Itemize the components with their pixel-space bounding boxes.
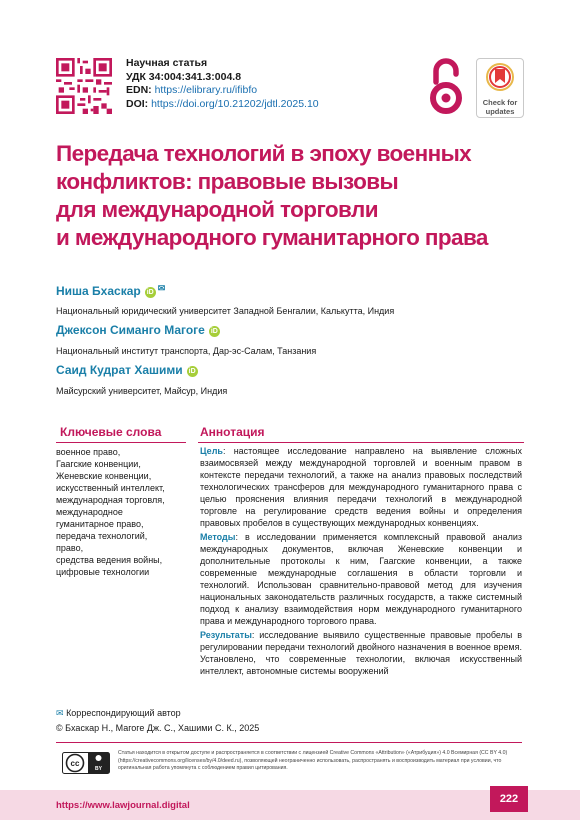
author-1 [56,283,165,298]
abstract-section [200,531,522,627]
section-text: : настоящее исследование направлено на выявление сложных взаимосвязей между международной торговлей и военным правом в контексте передачи технологий, а также на анализ правовых последствий технологических трансферов для международного гуманитарного права с целью прояснения влияния передачи технологий в международной торговле на регулирование средств ведения войны и определения правовых пробелов в существующих международных конвенциях. [200,446,522,528]
author-affiliation: Национальный юридический университет Западной Бенгалии, Калькутта, Индия [56,306,395,316]
envelope-icon: ✉ [56,708,64,718]
orcid-icon[interactable]: iD [188,368,196,375]
title-line: конфликтов: правовые вызовы [56,169,399,194]
keyword: Гаагские конвенции, [56,459,141,469]
abstract-heading: Аннотация [200,425,265,439]
author-name[interactable]: Саид Кудрат Хашими [56,363,183,377]
keyword: международная торговля, [56,495,165,505]
journal-url-link[interactable]: https://www.lawjournal.digital [56,800,190,811]
by-label: BY [95,766,102,772]
keyword: международное [56,507,123,517]
corresponding-author-text: Корреспондирующий автор [66,708,181,718]
bookmark-icon [485,63,515,91]
author-name[interactable]: Ниша Бхаскар [56,284,141,298]
license-text: Статья находится в открытом доступе и распространяется в соответствии с лицензией Creative Commons «Attribution» («Атрибуция») 4.0 Всемирная (CC BY 4.0) (https://creativecommons.org/licenses/by/4.0/deed.ru), позволяющей неограниченно использовать, распространять и воспроизводить материал при условии, что оригинальная работа упомянута с соблюдением правил цитирования. [118,750,508,771]
keywords-divider [56,442,186,443]
open-access-icon [424,58,468,116]
keywords-list [56,446,186,578]
check-badge-label: Check for updates [482,98,518,116]
keyword: гуманитарное право, [56,519,144,529]
title-line: Передача технологий в эпоху военных [56,141,472,166]
section-text: : исследование выявило существенные правовые пробелы в регулировании передачи технологий двойного назначения в военное время. Установлено, что современные технологии, включая искусственный интеллект, автономные системы вооружений [200,630,522,676]
section-text: : в исследовании применяется комплексный правовой анализ международных документов, включая Женевские конвенции и дополнительные протоколы к ним, Гаагские конвенции, а также современные международные соглашения в области торговли и технологий. Использован сравнительно-правовой метод для изучения национальных законодательств различных государств, а также системный подход к анализу взаимодействия норм международного гуманитарного права и международного торгового права. [200,532,522,626]
qr-code [56,58,112,114]
section-label: Методы [200,532,236,542]
doi-link[interactable]: https://doi.org/10.21202/jdtl.2025.10 [151,97,319,110]
creative-commons-icon [62,752,110,774]
section-label: Цель [200,446,223,456]
keyword: Женевские конвенции, [56,471,152,481]
section-label: Результаты [200,630,252,640]
keyword: право, [56,543,84,553]
doi-label: DOI: [126,97,149,110]
keyword: военное право, [56,447,121,457]
title-line: и международного гуманитарного права [56,225,488,250]
corresponding-author-note [56,708,181,719]
keyword: цифровые технологии [56,567,150,577]
abstract-body [200,445,522,679]
page-number: 222 [490,786,528,812]
edn-label: EDN: [126,84,152,96]
author-affiliation: Майсурский университет, Майсур, Индия [56,386,228,396]
orcid-icon[interactable]: iD [146,289,154,296]
check-for-updates-badge[interactable] [476,58,524,118]
author-name[interactable]: Джексон Симанго Магоге [56,323,205,337]
cc-label: cc [70,759,80,768]
article-type: Научная статья [126,57,208,69]
abstract-section [200,445,522,529]
author-3 [56,363,198,377]
keyword: средства ведения войны, [56,555,163,565]
udc-code: УДК 34:004:341.3:004.8 [126,70,242,83]
title-line: для международной торговли [56,197,378,222]
abstract-section [200,629,522,677]
keyword: искусственный интеллект, [56,483,165,493]
keyword: передача технологий, [56,531,148,541]
author-affiliation: Национальный институт транспорта, Дар-эс-Салам, Танзания [56,346,317,356]
author-2 [56,323,220,337]
article-metadata [126,57,319,111]
keywords-heading: Ключевые слова [60,425,162,439]
envelope-icon: ✉ [157,283,166,293]
abstract-divider [198,442,524,443]
orcid-icon[interactable]: iD [210,328,218,335]
edn-link[interactable]: https://elibrary.ru/ifibfo [154,84,258,96]
article-title [56,140,526,252]
footnote-divider [56,742,522,743]
copyright-line: © Бхаскар Н., Магоге Дж. С., Хашими С. К., 2025 [56,723,260,733]
